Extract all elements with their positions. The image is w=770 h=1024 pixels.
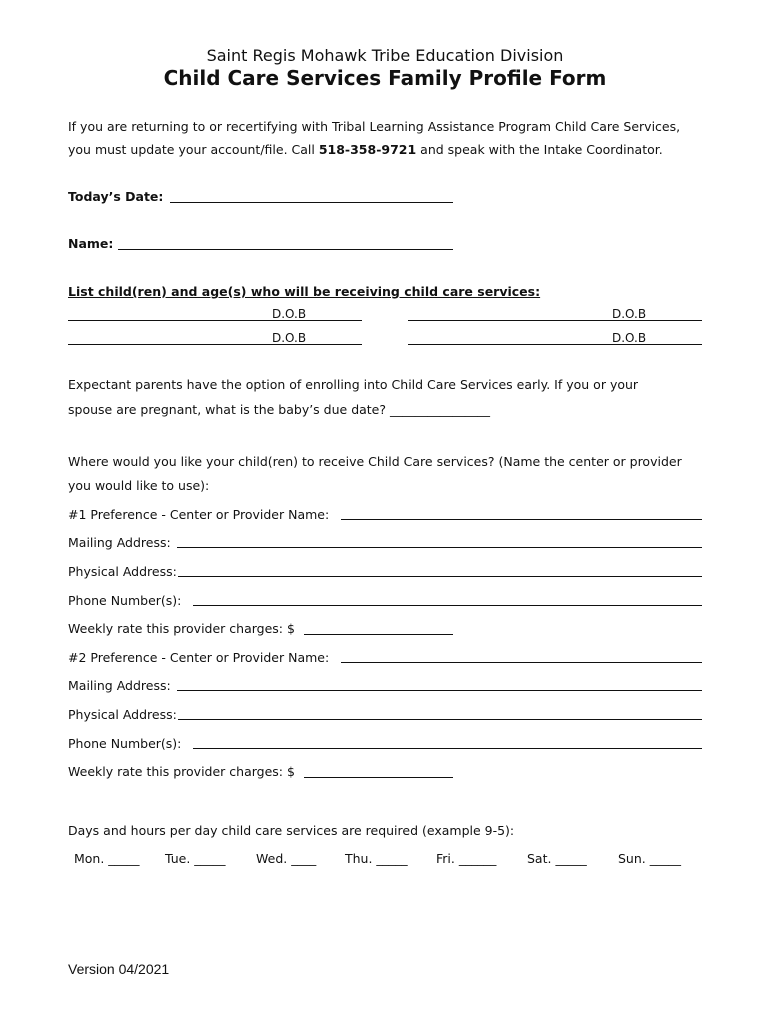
child-1-name-field[interactable] bbox=[68, 320, 362, 321]
child-4-name-field[interactable] bbox=[408, 344, 702, 345]
pref-2-physical-field[interactable] bbox=[178, 719, 702, 720]
name-field[interactable] bbox=[118, 249, 453, 250]
schedule-fri[interactable]: Fri. ______ bbox=[436, 851, 497, 866]
pref-2-mailing-label: Mailing Address: bbox=[68, 678, 171, 693]
intake-phone-number: 518-358-9721 bbox=[318, 142, 417, 157]
form-title: Child Care Services Family Profile Form bbox=[163, 66, 607, 90]
pref-2-phone-field[interactable] bbox=[193, 748, 702, 749]
pref-2-physical-label: Physical Address: bbox=[68, 707, 177, 722]
children-heading: List child(ren) and age(s) who will be receiving child care services: bbox=[68, 284, 541, 299]
organization-name: Saint Regis Mohawk Tribe Education Division bbox=[206, 46, 564, 65]
schedule-wed[interactable]: Wed. ____ bbox=[256, 851, 317, 866]
pref-2-weekly-field[interactable] bbox=[304, 777, 453, 778]
schedule-thu[interactable]: Thu. _____ bbox=[345, 851, 408, 866]
child-1-dob-label: D.O.B bbox=[272, 307, 307, 321]
pref-1-mailing-label: Mailing Address: bbox=[68, 535, 171, 550]
child-3-name-field[interactable] bbox=[68, 344, 362, 345]
pref-2-phone-label: Phone Number(s): bbox=[68, 736, 182, 751]
schedule-sat[interactable]: Sat. _____ bbox=[527, 851, 587, 866]
pref-2-weekly-label: Weekly rate this provider charges: $ bbox=[68, 764, 295, 779]
preference-question-line-1: Where would you like your child(ren) to receive Child Care services? (Name the center or provider bbox=[68, 454, 682, 469]
pref-2-name-label: #2 Preference - Center or Provider Name: bbox=[68, 650, 330, 665]
child-3-dob-label: D.O.B bbox=[272, 331, 307, 345]
child-4-dob-label: D.O.B bbox=[612, 331, 647, 345]
pref-1-weekly-label: Weekly rate this provider charges: $ bbox=[68, 621, 295, 636]
child-2-name-field[interactable] bbox=[408, 320, 702, 321]
pref-1-physical-label: Physical Address: bbox=[68, 564, 177, 579]
pref-1-phone-label: Phone Number(s): bbox=[68, 593, 182, 608]
pref-2-name-field[interactable] bbox=[341, 662, 702, 663]
preference-question-line-2: you would like to use): bbox=[68, 478, 210, 493]
name-label: Name: bbox=[68, 236, 114, 251]
intro-line-2 bbox=[68, 142, 663, 157]
intro-text-before-phone: you must update your account/file. Call bbox=[68, 142, 319, 157]
expectant-line-2: spouse are pregnant, what is the baby’s due date? ________________ bbox=[68, 402, 490, 417]
schedule-sun[interactable]: Sun. _____ bbox=[618, 851, 681, 866]
pref-1-name-field[interactable] bbox=[341, 519, 702, 520]
pref-1-name-label: #1 Preference - Center or Provider Name: bbox=[68, 507, 330, 522]
intro-text-after-phone: and speak with the Intake Coordinator. bbox=[416, 142, 663, 157]
schedule-question: Days and hours per day child care services are required (example 9-5): bbox=[68, 823, 515, 838]
todays-date-label: Today’s Date: bbox=[68, 189, 164, 204]
pref-1-mailing-field[interactable] bbox=[177, 547, 702, 548]
schedule-tue[interactable]: Tue. _____ bbox=[165, 851, 226, 866]
todays-date-field[interactable] bbox=[170, 202, 453, 203]
pref-2-mailing-field[interactable] bbox=[177, 690, 702, 691]
schedule-mon[interactable]: Mon. _____ bbox=[74, 851, 140, 866]
version-label: Version 04/2021 bbox=[68, 961, 170, 977]
pref-1-physical-field[interactable] bbox=[178, 576, 702, 577]
intro-line-1: If you are returning to or recertifying with Tribal Learning Assistance Program Child Care Services, bbox=[68, 119, 681, 134]
pref-1-weekly-field[interactable] bbox=[304, 634, 453, 635]
child-2-dob-label: D.O.B bbox=[612, 307, 647, 321]
pref-1-phone-field[interactable] bbox=[193, 605, 702, 606]
expectant-line-1: Expectant parents have the option of enrolling into Child Care Services early. If you or your bbox=[68, 377, 639, 392]
